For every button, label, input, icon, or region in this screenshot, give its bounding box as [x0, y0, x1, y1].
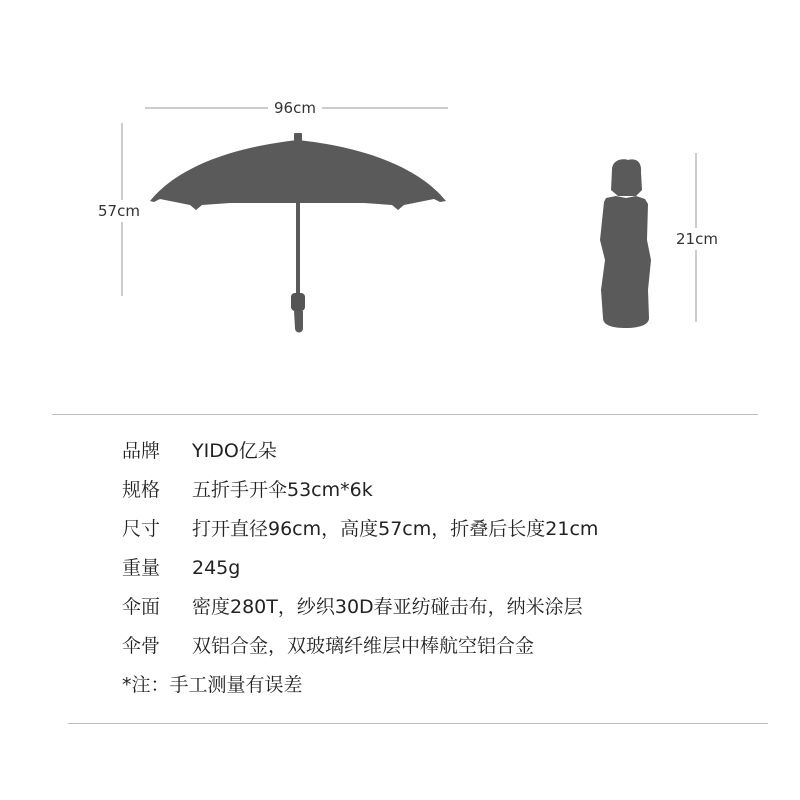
spec-row-weight [122, 555, 598, 594]
spec-label: 规格 [122, 479, 161, 501]
spec-value: 打开直径96cm，高度57cm，折叠后长度21cm [192, 518, 599, 540]
spec-value: YIDO亿朵 [192, 440, 277, 462]
spec-label: 伞骨 [122, 635, 161, 657]
spec-value: 245g [192, 557, 241, 579]
spec-row-model [122, 477, 598, 516]
top-divider [52, 414, 758, 415]
spec-row-canopy [122, 594, 598, 633]
width-label: 96cm [268, 99, 322, 117]
spec-label: 伞面 [122, 596, 161, 618]
open-umbrella-icon [150, 133, 446, 333]
folded-umbrella-icon [600, 159, 651, 328]
spec-label: 尺寸 [122, 518, 161, 540]
spec-label: 品牌 [122, 440, 161, 462]
spec-value: 五折手开伞53cm*6k [192, 479, 373, 501]
spec-row-brand [122, 438, 598, 477]
spec-value: 密度280T，纱织30D春亚纺碰击布，纳米涂层 [192, 596, 583, 618]
measurement-note: *注：手工测量有误差 [122, 674, 303, 696]
spec-value: 双铝合金，双玻璃纤维层中棒航空铝合金 [192, 635, 535, 657]
spec-label: 重量 [122, 557, 161, 579]
spec-list [122, 438, 598, 698]
height-label: 57cm [98, 202, 140, 220]
bottom-divider [68, 723, 768, 724]
spec-row-frame [122, 633, 598, 672]
spec-row-size [122, 516, 598, 555]
folded-length-label: 21cm [676, 230, 718, 248]
